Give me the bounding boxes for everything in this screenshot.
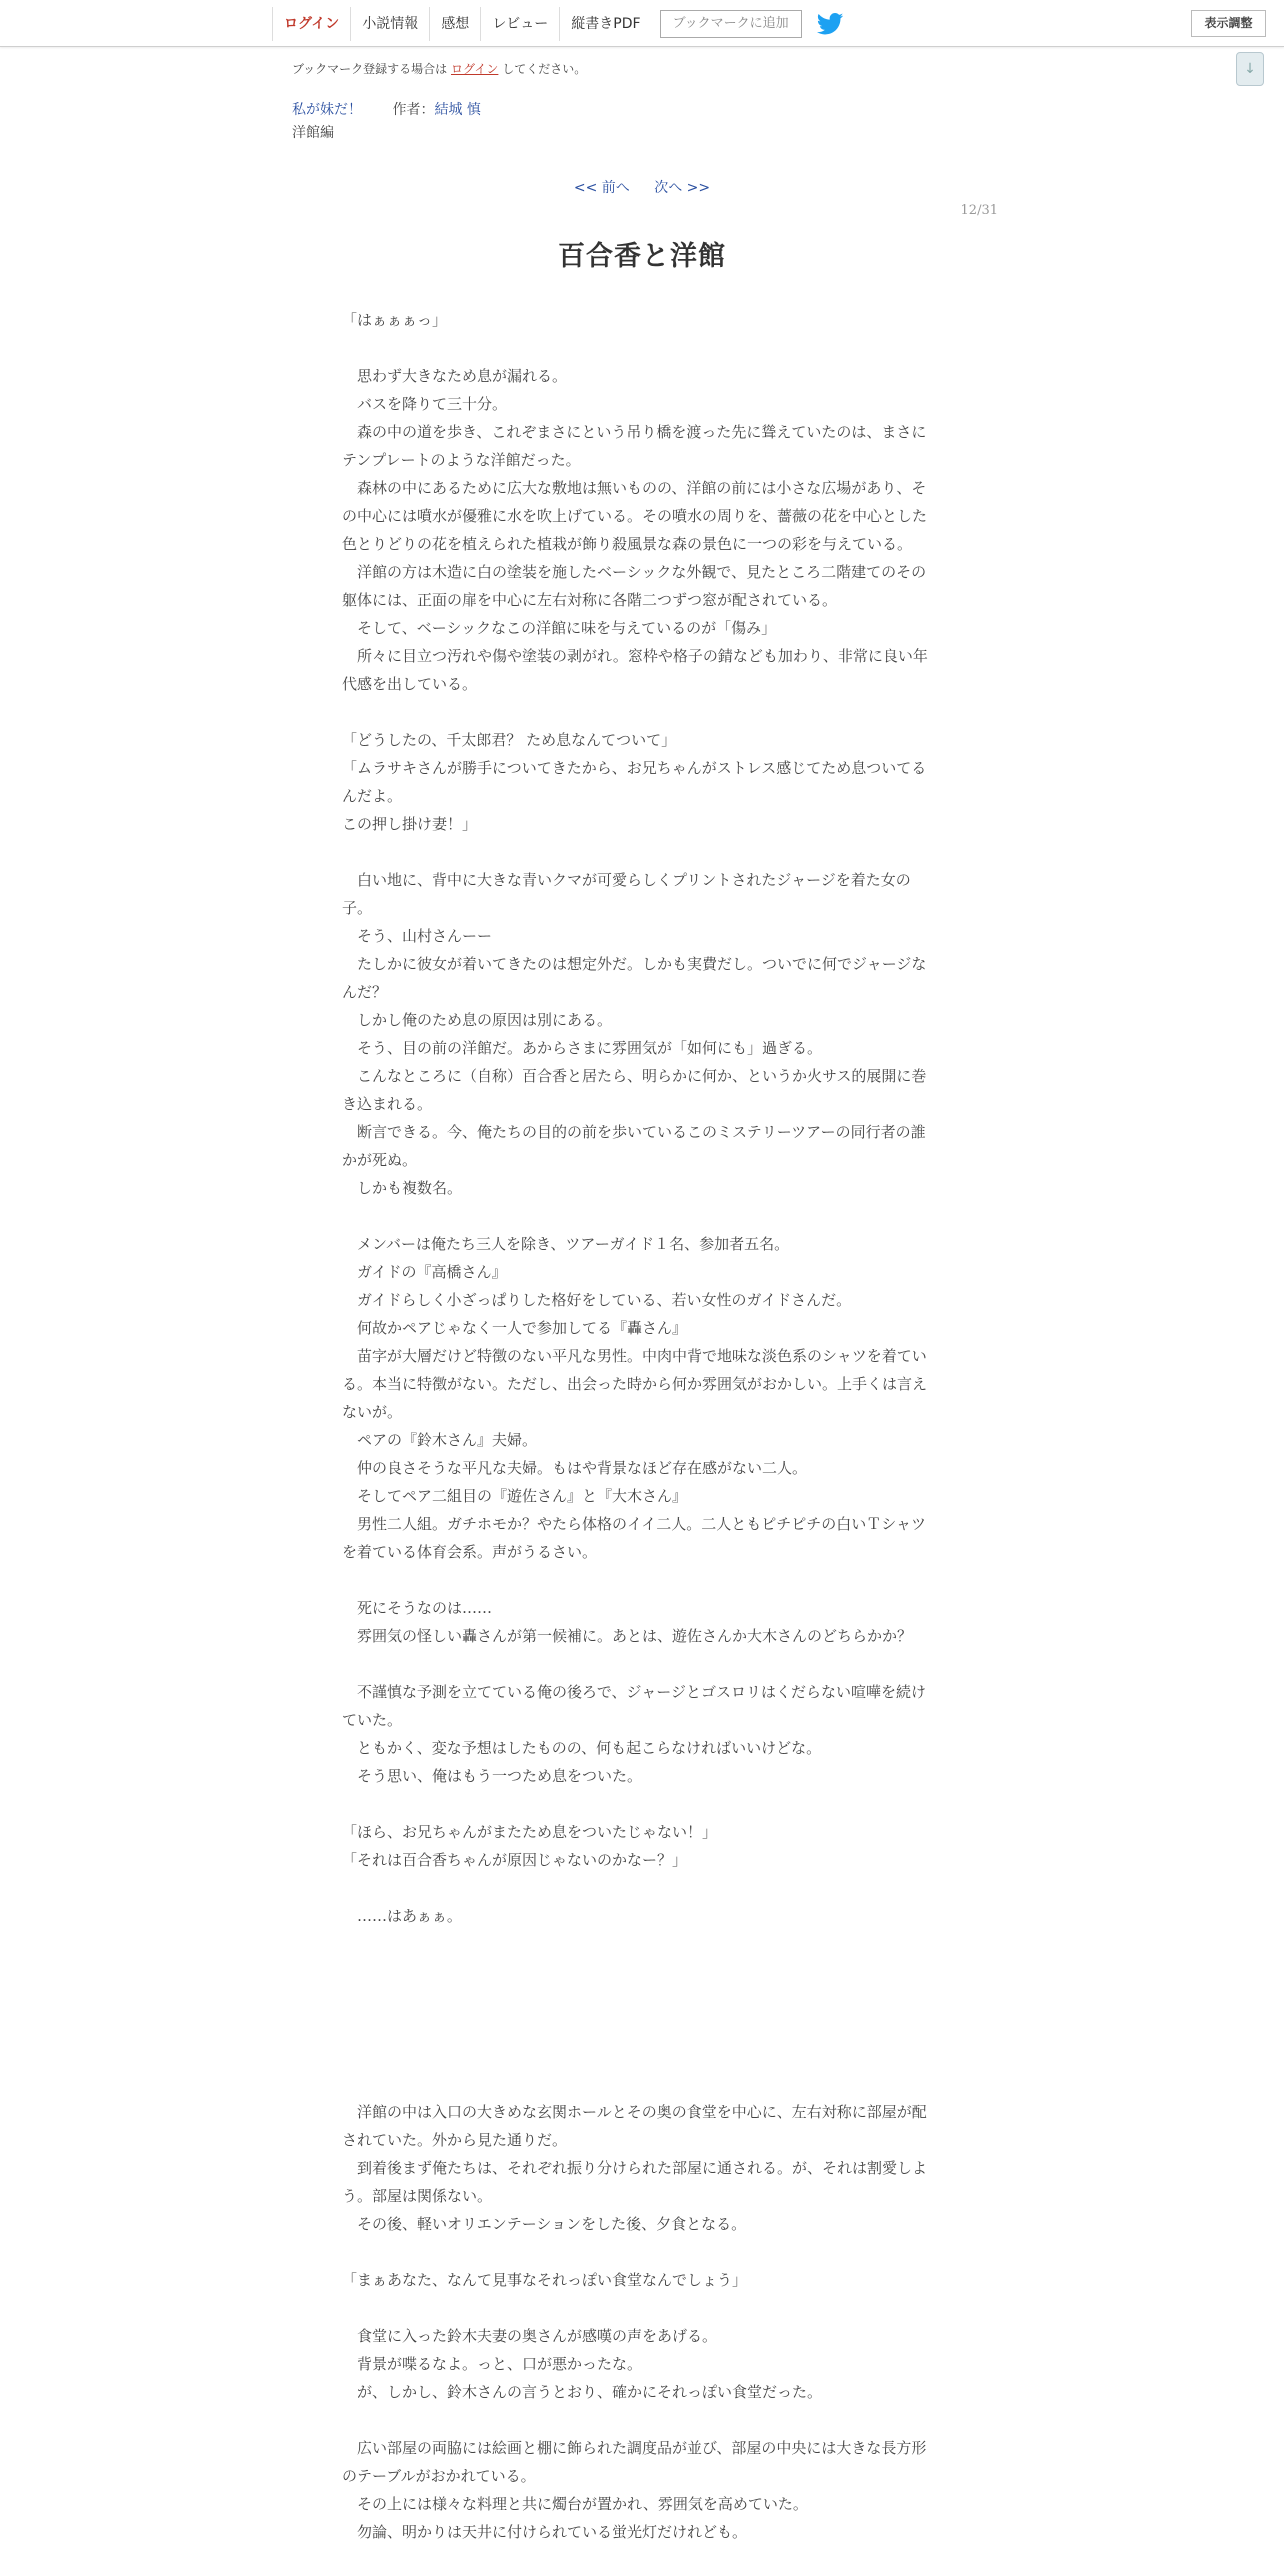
body-line: たしかに彼女が着いてきたのは想定外だ。しかも実費だし。ついでに何でジャージなんだ？	[342, 955, 927, 1001]
body-line	[342, 2406, 938, 2434]
display-settings-button[interactable]: 表示調整	[1191, 10, 1266, 37]
body-line: 白い地に、背中に大きな青いクマが可愛らしくプリントされたジャージを着た女の子。	[342, 871, 911, 917]
body-line	[342, 1202, 938, 1230]
novel-body	[342, 306, 938, 2546]
notice-text-before: ブックマーク登録する場合は	[292, 62, 451, 76]
next-chapter-link[interactable]: 次へ >>	[654, 180, 711, 196]
body-line: そして、ベーシックなこの洋館に味を与えているのが「傷み」	[342, 619, 777, 637]
scroll-down-button[interactable]: ↓	[1236, 52, 1264, 86]
header-nav	[272, 7, 844, 41]
body-line: 森林の中にあるために広大な敷地は無いものの、洋館の前には小さな広場があり、その中心には噴水が優雅に水を吹上げている。その噴水の周りを、薔薇の花を中心とした色とりどりの花を植えられた植栽が飾り殺風景な森の景色に一つの彩を与えている。	[342, 479, 928, 553]
body-line: 「ムラサキさんが勝手についてきたから、お兄ちゃんがストレス感じてため息ついてるんだよ。	[342, 759, 927, 805]
body-line: 「どうしたの、千太郎君？ ため息なんてついて」	[342, 731, 677, 749]
body-line: バスを降りて三十分。	[342, 395, 508, 413]
bookmark-login-notice	[292, 60, 586, 77]
body-line: 「まぁあなた、なんて見事なそれっぽい食堂なんでしょう」	[342, 2271, 748, 2289]
body-line: 洋館の中は入口の大きめな玄関ホールとその奥の食堂を中心に、左右対称に部屋が配されていた。外から見た通りだ。	[342, 2103, 927, 2149]
body-line	[342, 1650, 938, 1678]
body-line: 断言できる。今、俺たちの目的の前を歩いているこのミステリーツアーの同行者の誰かが死ぬ。	[342, 1123, 926, 1169]
body-line: ……はあぁぁ。	[342, 1907, 462, 1925]
body-line: ともかく、変な予想はしたものの、何も起こらなければいいけどな。	[342, 1739, 822, 1757]
body-line: その後、軽いオリエンテーションをした後、夕食となる。	[342, 2215, 747, 2233]
body-line: こんなところに（自称）百合香と居たら、明らかに何か、というか火サス的展開に巻き込まれる。	[342, 1067, 927, 1113]
body-line: 苗字が大層だけど特徴のない平凡な男性。中肉中背で地味な淡色系のシャツを着ている。本当に特徴がない。ただし、出会った時から何か雰囲気がおかしい。上手くは言えないが。	[342, 1347, 928, 1421]
body-line	[342, 1790, 938, 1818]
notice-login-link[interactable]: ログイン	[450, 62, 499, 76]
body-line: 死にそうなのは……	[342, 1599, 493, 1617]
body-line: 男性二人組。ガチホモか？やたら体格のイイ二人。二人ともピチピチの白いＴシャツを着ている体育会系。声がうるさい。	[342, 1515, 926, 1561]
body-line	[342, 838, 938, 866]
chapter-count: 12/31	[960, 203, 998, 218]
prev-chapter-link[interactable]: << 前へ	[573, 180, 630, 196]
body-line: ガイドの『高橋さん』	[342, 1263, 507, 1281]
body-line	[342, 2042, 938, 2070]
chapter-pager	[0, 177, 1284, 197]
body-line: そしてペア二組目の『遊佐さん』と『大木さん』	[342, 1487, 688, 1505]
author-name-link[interactable]: 結城 慎	[434, 102, 481, 118]
body-line: この押し掛け妻！」	[342, 815, 478, 833]
body-line: 何故かペアじゃなく一人で参加してる『轟さん』	[342, 1319, 688, 1337]
body-line	[342, 2238, 938, 2266]
body-line: 「それは百合香ちゃんが原因じゃないのかなー？」	[342, 1851, 688, 1869]
body-line: その上には様々な料理と共に燭台が置かれ、雰囲気を高めていた。	[342, 2495, 808, 2513]
body-line: 雰囲気の怪しい轟さんが第一候補に。あとは、遊佐さんか大木さんのどちらかか？	[342, 1627, 913, 1645]
series-title-link[interactable]: 私が妹だ！	[292, 102, 362, 118]
body-line: 食堂に入った鈴木夫妻の奥さんが感嘆の声をあげる。	[342, 2327, 718, 2345]
body-line	[342, 1566, 938, 1594]
body-line	[342, 2014, 938, 2042]
vertical-pdf-link[interactable]: 縦書きPDF	[559, 7, 651, 41]
body-line	[342, 334, 938, 362]
body-line: そう思い、俺はもう一つため息をついた。	[342, 1767, 643, 1785]
body-line: ガイドらしく小ざっぱりした格好をしている、若い女性のガイドさんだ。	[342, 1291, 852, 1309]
body-line: 仲の良さそうな平凡な夫婦。もはや背景なほど存在感がない二人。	[342, 1459, 808, 1477]
novel-info-link[interactable]: 小説情報	[350, 7, 429, 41]
body-line: 洋館の方は木造に白の塗装を施したベーシックな外観で、見たところ二階建てのその躯体には、正面の扉を中心に左右対称に各階二つずつ窓が配されている。	[342, 563, 927, 609]
author-label: 作者：	[392, 102, 435, 118]
body-line: 所々に目立つ汚れや傷や塗装の剥がれ。窓枠や格子の錆なども加わり、非常に良い年代感を出している。	[342, 647, 928, 693]
body-line	[342, 1874, 938, 1902]
impressions-link[interactable]: 感想	[429, 7, 480, 41]
body-line	[342, 1986, 938, 2014]
body-line	[342, 2070, 938, 2098]
body-line: 「ほら、お兄ちゃんがまたため息をついたじゃない！」	[342, 1823, 718, 1841]
body-line: 背景が喋るなよ。っと、口が悪かったな。	[342, 2355, 643, 2373]
body-line	[342, 1958, 938, 1986]
login-link[interactable]: ログイン	[272, 7, 350, 41]
body-line: 勿論、明かりは天井に付けられている蛍光灯だけれども。	[342, 2523, 748, 2541]
body-line: ペアの『鈴木さん』夫婦。	[342, 1431, 538, 1449]
series-info	[292, 99, 481, 119]
chapter-title: 百合香と洋館	[558, 241, 726, 272]
body-line: が、しかし、鈴木さんの言うとおり、確かにそれっぽい食堂だった。	[342, 2383, 823, 2401]
body-line: 到着後まず俺たちは、それぞれ振り分けられた部屋に通される。が、それは割愛しよう。部屋は関係ない。	[342, 2159, 928, 2205]
body-line	[342, 1930, 938, 1958]
review-link[interactable]: レビュー	[480, 7, 559, 41]
body-line: しかも複数名。	[342, 1179, 463, 1197]
body-line: 広い部屋の両脇には絵画と棚に飾られた調度品が並び、部屋の中央には大きな長方形のテーブルがおかれている。	[342, 2439, 927, 2485]
body-line: 森の中の道を歩き、これぞまさにという吊り橋を渡った先に聳えていたのは、まさにテンプレートのような洋館だった。	[342, 423, 927, 469]
body-line: メンバーは俺たち三人を除き、ツアーガイド１名、参加者五名。	[342, 1235, 790, 1253]
body-line: 不謹慎な予測を立てている俺の後ろで、ジャージとゴスロリはくだらない喧嘩を続けていた。	[342, 1683, 926, 1729]
body-line: そう、目の前の洋館だ。あからさまに雰囲気が「如何にも」過ぎる。	[342, 1039, 823, 1057]
body-line	[342, 2294, 938, 2322]
body-line: そう、山村さんーー	[342, 927, 493, 945]
body-line: しかし俺のため息の原因は別にある。	[342, 1011, 613, 1029]
notice-text-after: してください。	[498, 62, 587, 76]
body-line: 思わず大きなため息が漏れる。	[342, 367, 568, 385]
add-bookmark-button[interactable]: ブックマークに追加	[660, 10, 802, 38]
body-line: 「はぁぁぁっ」	[342, 311, 448, 329]
arc-title: 洋館編	[292, 125, 334, 141]
top-header	[0, 0, 1284, 47]
body-line	[342, 698, 938, 726]
twitter-icon[interactable]	[816, 13, 844, 35]
